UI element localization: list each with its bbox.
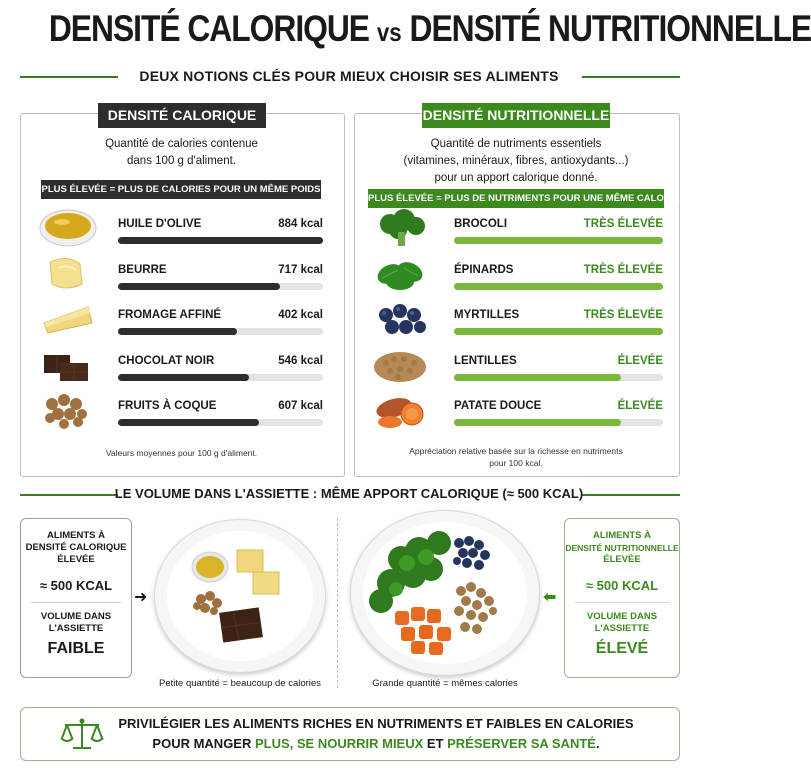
spinach-icon: [372, 254, 430, 294]
plates-divider: [337, 518, 339, 688]
broccoli-icon: [372, 208, 430, 248]
left-box-kcal: ≈ 500 KCAL: [39, 578, 113, 593]
food-bar-track: [118, 283, 323, 290]
footer-l2-plus: PLUS: [254, 736, 290, 751]
calorie-panel-header: DENSITÉ CALORIQUE: [98, 103, 266, 128]
nutrient-desc-line1: Quantité de nutriments essentiels: [430, 138, 602, 150]
footer-l2-nourrir: , SE NOURRIR MIEUX: [289, 736, 424, 751]
food-bar-track: [454, 374, 663, 381]
food-name: ÉPINARDS: [454, 263, 514, 276]
food-bar-fill: [454, 419, 621, 426]
food-value: TRÈS ÉLEVÉE: [583, 218, 663, 230]
food-value: 402 kcal: [278, 309, 323, 321]
food-value: 717 kcal: [278, 263, 323, 276]
calorie-panel-description: [20, 136, 343, 170]
food-name: FROMAGE AFFINÉ: [118, 309, 222, 321]
food-bar-track: [118, 237, 323, 244]
left-plate-caption: Petite quantité = beaucoup de calories: [159, 678, 321, 689]
food-bar-fill: [454, 237, 663, 244]
footer-line2: [116, 734, 636, 754]
food-name: HUILE D'OLIVE: [118, 218, 202, 230]
footer-l2-a: POUR MANGER: [152, 736, 255, 751]
food-bar-track: [454, 237, 663, 244]
food-bar-track: [118, 374, 323, 381]
right-box-line1: ALIMENTS À: [592, 530, 652, 541]
nutrient-desc-line3: pour un apport calorique donné.: [434, 172, 598, 184]
food-bar-fill: [118, 419, 259, 426]
food-bar-fill: [454, 328, 663, 335]
food-value: ÉLEVÉE: [617, 354, 663, 367]
nutrient-note-line1: Appréciation relative basée sur la richesse en nutriments: [409, 446, 623, 456]
food-bar-fill: [118, 283, 280, 290]
food-name: BROCOLI: [454, 218, 508, 230]
right-box-line2: DENSITÉ NUTRITIONNELLE: [565, 543, 679, 553]
calorie-desc-line2: dans 100 g d'aliment.: [127, 155, 236, 167]
left-box-level: FAIBLE: [47, 640, 105, 657]
food-bar-track: [454, 283, 663, 290]
sweet-potato-icon: [372, 390, 430, 430]
volume-section-title: LE VOLUME DANS L'ASSIETTE : MÊME APPORT CALORIQUE (≈ 500 KCAL): [114, 486, 584, 501]
right-box-volume-line2: L'ASSIETTE: [594, 623, 650, 634]
footer-text: [116, 714, 636, 754]
footer-l2-et: ET: [423, 736, 448, 751]
food-name: BEURRE: [118, 263, 167, 276]
butter-icon: [38, 254, 96, 294]
right-plate-caption: Grande quantité = mêmes calories: [372, 678, 518, 689]
food-bar-track: [454, 328, 663, 335]
left-box-line2: DENSITÉ CALORIQUE: [25, 542, 127, 553]
footer-l2-sante: PRÉSERVER SA SANTÉ: [447, 736, 596, 751]
food-value: TRÈS ÉLEVÉE: [583, 263, 663, 276]
footer-banner: [20, 707, 680, 761]
food-bar-track: [118, 328, 323, 335]
left-box-volume-line1: VOLUME DANS: [40, 611, 112, 622]
nuts-icon: [38, 390, 96, 430]
food-value: 607 kcal: [278, 400, 323, 412]
nutrient-panel-note: [354, 445, 678, 469]
nutrient-panel-description: [354, 136, 678, 187]
food-bar-track: [118, 419, 323, 426]
left-plate: [154, 519, 326, 673]
title-part-nutrition: DENSITÉ NUTRITIONNELLE: [409, 8, 811, 49]
food-name: PATATE DOUCE: [454, 400, 542, 412]
title-vs: vs: [376, 17, 402, 47]
right-plate-foods-icon: [351, 511, 539, 675]
page-title: [48, 8, 811, 50]
calorie-panel-note: Valeurs moyennes pour 100 g d'aliment.: [105, 448, 258, 458]
food-value: ÉLEVÉE: [617, 400, 663, 412]
food-bar-fill: [118, 237, 323, 244]
food-name: MYRTILLES: [454, 309, 520, 321]
blueberries-icon: [372, 299, 430, 339]
food-bar-fill: [118, 328, 237, 335]
arrow-right-icon: ➜: [134, 589, 148, 606]
arrow-left-icon: ⬅: [543, 589, 557, 606]
lentils-icon: [372, 345, 430, 385]
page-subtitle: DEUX NOTIONS CLÉS POUR MIEUX CHOISIR SES ALIMENTS: [139, 68, 559, 84]
left-box-line3: ÉLEVÉE: [57, 554, 95, 565]
nutrient-desc-line2: (vitamines, minéraux, fibres, antioxydants...): [403, 155, 629, 167]
left-box-volume-line2: L'ASSIETTE: [48, 623, 104, 634]
footer-line1: PRIVILÉGIER LES ALIMENTS RICHES EN NUTRIMENTS ET FAIBLES EN CALORIES: [118, 716, 634, 731]
food-name: CHOCOLAT NOIR: [118, 354, 215, 367]
food-name: FRUITS À COQUE: [118, 400, 217, 412]
dark-chocolate-icon: [38, 345, 96, 385]
food-name: LENTILLES: [454, 354, 517, 367]
left-plate-foods-icon: [155, 520, 325, 672]
nutrient-note-line2: pour 100 kcal.: [489, 458, 543, 468]
nutrient-panel-header: DENSITÉ NUTRITIONNELLE: [422, 103, 610, 128]
right-box-volume-line1: VOLUME DANS: [586, 611, 658, 622]
cheese-icon: [38, 299, 96, 339]
food-bar-fill: [454, 283, 663, 290]
left-info-box: [20, 518, 132, 678]
food-value: 884 kcal: [278, 218, 323, 230]
left-box-divider: [31, 602, 121, 603]
calorie-desc-line1: Quantité de calories contenue: [105, 138, 258, 150]
food-bar-track: [454, 419, 663, 426]
right-box-line3: ÉLEVÉE: [603, 554, 641, 565]
food-value: TRÈS ÉLEVÉE: [583, 309, 663, 321]
right-box-divider: [575, 602, 669, 603]
left-box-line1: ALIMENTS À: [46, 530, 106, 541]
food-value: 546 kcal: [278, 354, 323, 367]
scale-balance-icon: [59, 716, 105, 752]
nutrient-panel-band: PLUS ÉLEVÉE = PLUS DE NUTRIMENTS POUR UNE MÊME CALORIE: [368, 189, 664, 208]
right-box-kcal: ≈ 500 KCAL: [585, 578, 659, 593]
food-bar-fill: [118, 374, 249, 381]
right-plate: [350, 510, 540, 676]
olive-oil-bowl-icon: [38, 208, 96, 248]
title-part-calorie: DENSITÉ CALORIQUE: [48, 8, 369, 49]
food-bar-fill: [454, 374, 621, 381]
right-box-level: ÉLEVÉ: [595, 640, 649, 657]
calorie-panel-band: PLUS ÉLEVÉE = PLUS DE CALORIES POUR UN MÊME POIDS: [41, 180, 321, 199]
right-info-box: [564, 518, 680, 678]
footer-l2-end: .: [595, 736, 600, 751]
